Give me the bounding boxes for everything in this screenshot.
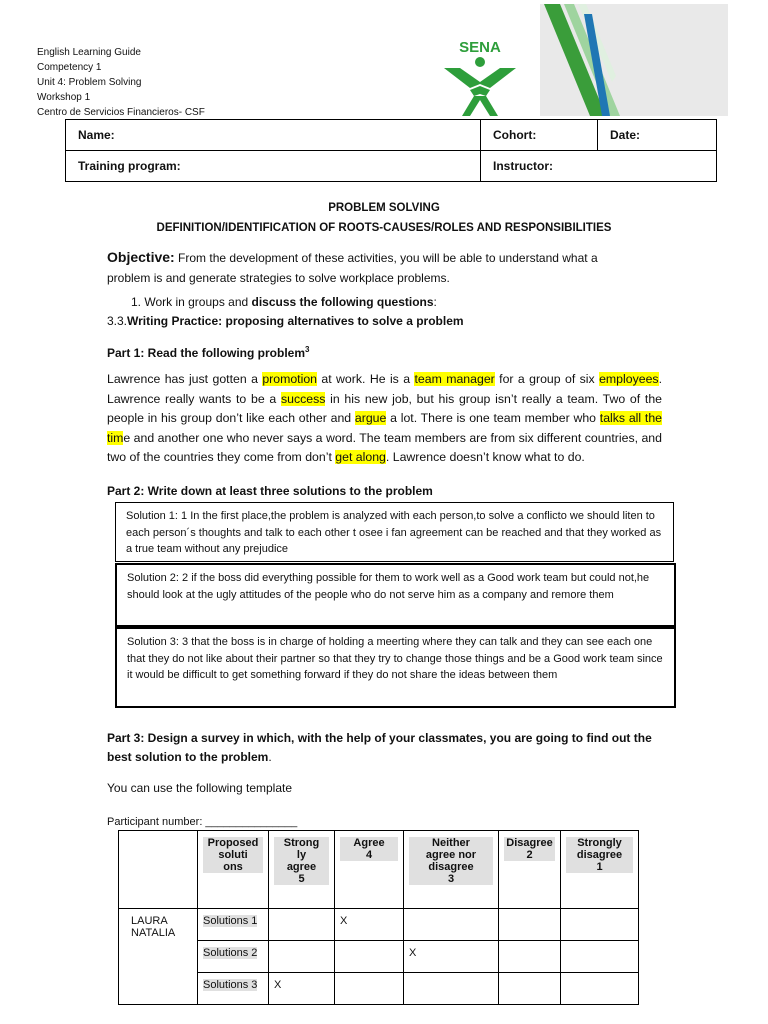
table-row <box>119 909 639 941</box>
highlight-argue: argue <box>354 411 387 425</box>
sena-logo-text: SENA <box>459 39 501 56</box>
objective-label: Objective: <box>107 249 175 265</box>
guide-header <box>37 45 205 120</box>
cell[interactable]: X <box>404 941 499 973</box>
row-label-solutions-2: Solutions 2 <box>198 941 269 973</box>
cell[interactable] <box>335 941 404 973</box>
header-stripes <box>540 4 728 116</box>
cell[interactable] <box>499 973 561 1005</box>
participant-number[interactable]: Participant number: _______________ <box>107 816 298 828</box>
cell[interactable] <box>269 909 335 941</box>
header-agree: Agree 4 <box>335 831 404 909</box>
highlight-success: success <box>280 391 326 406</box>
template-note: You can use the following template <box>107 781 293 795</box>
objective <box>107 247 627 288</box>
solution-box-3[interactable]: Solution 3: 3 that the boss is in charge of holding a meerting where they can talk and they can see each one that they do not like about their partner so that they try to change those things and be a Good work team since it would be difficult to get something forward if they do not share the ideas between them <box>115 627 676 708</box>
objective-text: From the development of these activities, you will be able to understand what a problem is and generate strategies to solve workplace problems. <box>107 251 598 285</box>
cell[interactable] <box>404 973 499 1005</box>
header-neither: Neither agree nor disagree 3 <box>404 831 499 909</box>
date-field[interactable]: Date: <box>598 120 717 151</box>
part3-title: Part 3: Design a survey in which, with the help of your classmates, you are going to find out the best solution to the problem. <box>107 731 652 764</box>
header-line-centro: Centro de Servicios Financieros- CSF <box>37 107 205 118</box>
cell[interactable] <box>499 909 561 941</box>
name-field[interactable]: Name: <box>66 120 481 151</box>
instructor-field[interactable]: Instructor: <box>481 151 717 182</box>
highlight-promotion: promotion <box>262 372 317 386</box>
header-line-guide: English Learning Guide <box>37 47 141 58</box>
header-line-workshop: Workshop 1 <box>37 92 91 103</box>
solution-box-1[interactable]: Solution 1: 1 In the first place,the problem is analyzed with each person,to solve a conflicto we should liten to each person´s thoughts and talk to each other t osee i fan agreement can be reached and that they worked as a true team without any prejudice <box>115 502 674 562</box>
cell[interactable]: X <box>269 973 335 1005</box>
header-line-competency: Competency 1 <box>37 62 102 73</box>
cell[interactable]: X <box>335 909 404 941</box>
sena-logo <box>440 38 520 118</box>
cell[interactable] <box>561 941 639 973</box>
cell[interactable] <box>335 973 404 1005</box>
highlight-get-along: get along <box>335 450 386 464</box>
highlight-team-manager: team manager <box>414 372 495 386</box>
header-disagree: Disagree 2 <box>499 831 561 909</box>
main-title: PROBLEM SOLVING <box>328 202 440 214</box>
header-strongly-disagree: Strongly disagree 1 <box>561 831 639 909</box>
sub-title: DEFINITION/IDENTIFICATION OF ROOTS-CAUSES/ROLES AND RESPONSIBILITIES <box>156 222 612 234</box>
cell[interactable] <box>404 909 499 941</box>
cell[interactable] <box>561 973 639 1005</box>
part2-title: Part 2: Write down at least three solutions to the problem <box>107 484 433 498</box>
row-label-solutions-1: Solutions 1 <box>198 909 269 941</box>
part1-title: Part 1: Read the following problem$^3$ <box>107 345 310 360</box>
student-info-table <box>65 119 717 182</box>
respondent-name: LAURA NATALIA <box>119 909 198 1005</box>
row-label-solutions-3: Solutions 3 <box>198 973 269 1005</box>
task-writing-practice: 3.3.Writing Practice: proposing alternatives to solve a problem <box>107 314 464 328</box>
solution-box-2[interactable]: Solution 2: 2 if the boss did everything possible for them to work well as a Good work team but could not,he should look at the ugly attitudes of the people who do not serve him as a company and remore them <box>115 563 676 627</box>
cell[interactable] <box>269 941 335 973</box>
training-program-field[interactable]: Training program: <box>66 151 481 182</box>
header-strongly-agree: Strong ly agree 5 <box>269 831 335 909</box>
cell[interactable] <box>561 909 639 941</box>
highlight-employees: employees <box>599 372 659 386</box>
task-discuss: 1. Work in groups and discuss the following questions: <box>131 295 437 309</box>
cell[interactable] <box>499 941 561 973</box>
survey-table <box>118 830 639 1005</box>
header-line-unit: Unit 4: Problem Solving <box>37 77 142 88</box>
problem-story: Lawrence has just gotten a promotion at work. He is a team manager for a group of six employees. Lawrence really wants to be a success in his new job, but his group isn’t really a team. Two of the people in his group don’t like each other and argue a lot. There is one team member who talks all the time and another one who never says a word. The team members are from six different countries, and two of the countries they come from don’t get along. Lawrence doesn’t know what to do. <box>107 372 662 464</box>
header-proposed-solutions: Proposed soluti ons <box>198 831 269 909</box>
highlight-talks-all-the-time: talks all the tim <box>107 411 662 445</box>
cohort-field[interactable]: Cohort: <box>481 120 598 151</box>
